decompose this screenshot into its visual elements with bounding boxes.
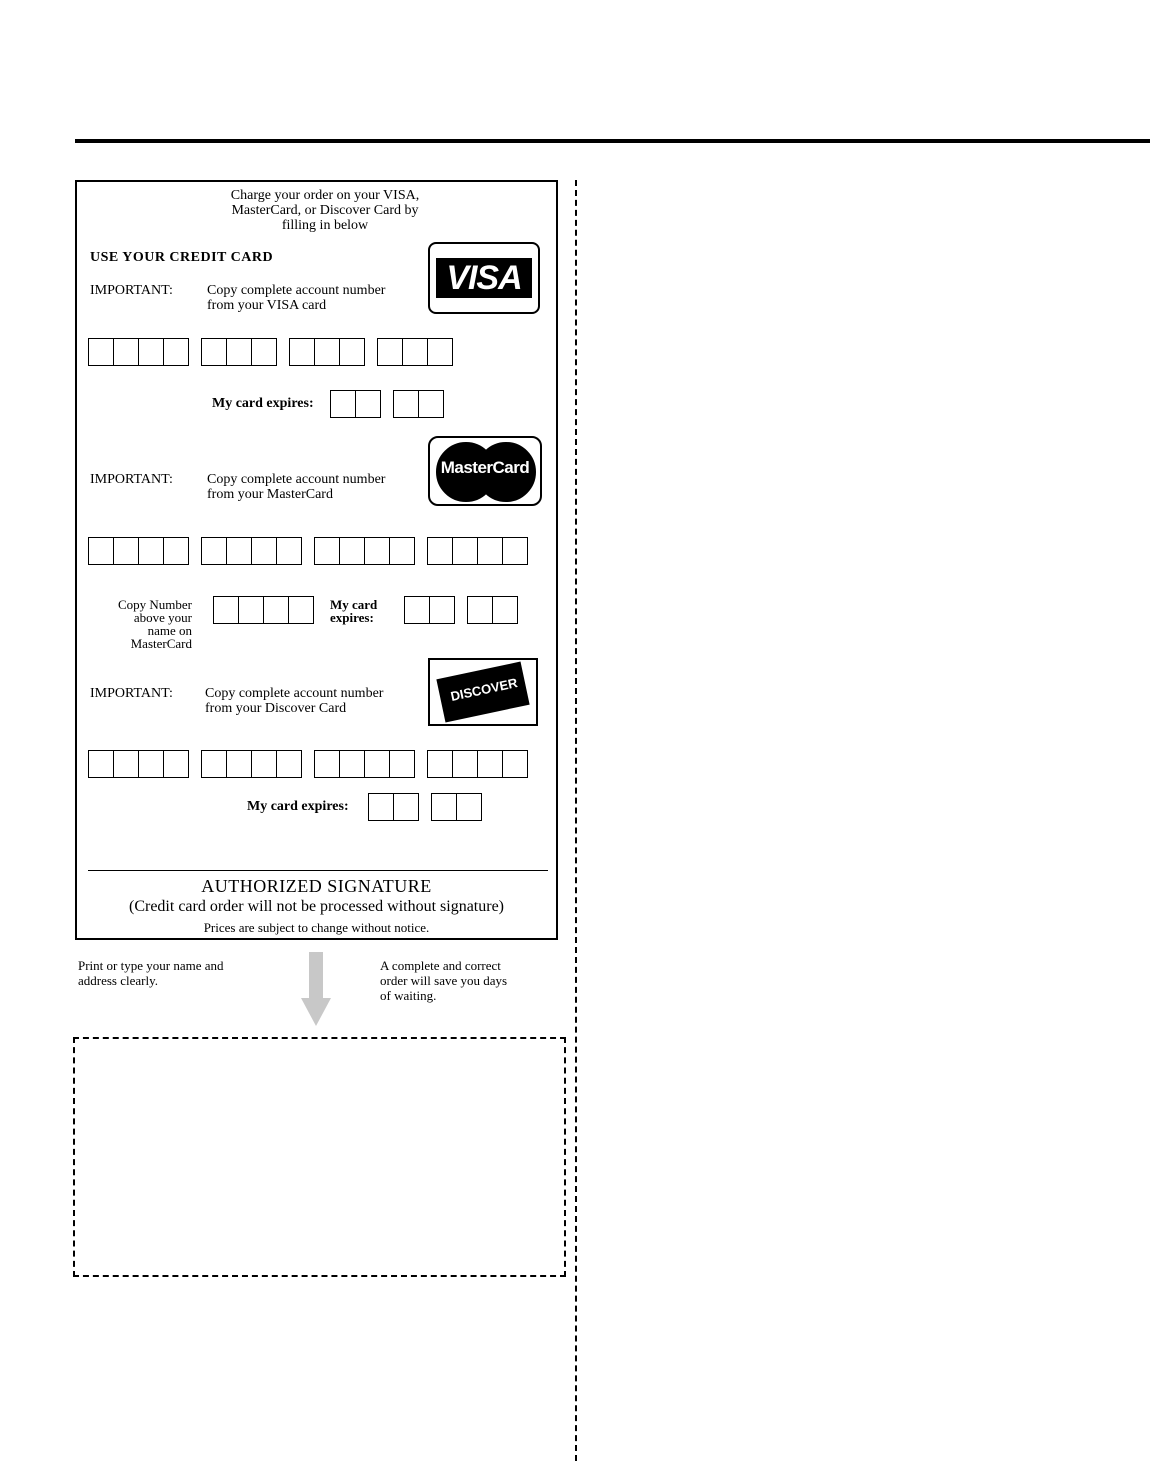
mc-digits-group-1[interactable] — [88, 537, 189, 565]
mastercard-logo: MasterCard — [428, 436, 542, 506]
discover-expires-label: My card expires: — [247, 799, 349, 814]
visa-logo: VISA — [428, 242, 540, 314]
price-note: Prices are subject to change without notice. — [203, 920, 430, 935]
discover-exp-year[interactable] — [431, 793, 482, 821]
visa-exp-year[interactable] — [393, 390, 444, 418]
mc-expires-label: My card expires: — [330, 597, 378, 625]
mc-above-name-digits[interactable] — [213, 596, 314, 624]
print-name-note: Print or type your name and address clearly. — [78, 958, 224, 988]
visa-digits-group-3[interactable] — [289, 338, 365, 366]
signature-line[interactable] — [88, 870, 548, 871]
discover-expiry-boxes[interactable] — [368, 793, 482, 821]
visa-digits-group-1[interactable] — [88, 338, 189, 366]
mc-important-label: IMPORTANT: — [90, 472, 173, 487]
top-rule — [75, 139, 1150, 143]
form-heading: USE YOUR CREDIT CARD — [90, 250, 274, 265]
mc-instructions: Copy complete account number from your MasterCard — [207, 472, 386, 502]
discover-number-boxes[interactable] — [88, 750, 528, 778]
mc-expiry-boxes[interactable] — [404, 596, 518, 624]
down-arrow-icon — [309, 952, 323, 1000]
signature-title: AUTHORIZED SIGNATURE — [201, 876, 432, 896]
mc-digits-group-4[interactable] — [427, 537, 528, 565]
discover-instructions: Copy complete account number from your Discover Card — [205, 686, 384, 716]
visa-expires-label: My card expires: — [212, 396, 314, 411]
discover-important-label: IMPORTANT: — [90, 686, 173, 701]
visa-number-boxes[interactable] — [88, 338, 453, 366]
discover-digits-group-1[interactable] — [88, 750, 189, 778]
name-address-box[interactable] — [73, 1037, 566, 1277]
cut-line — [575, 180, 577, 1461]
mc-number-boxes[interactable] — [88, 537, 528, 565]
mc-digits-group-3[interactable] — [314, 537, 415, 565]
signature-note: (Credit card order will not be processed without signature) — [129, 898, 504, 915]
mc-exp-month[interactable] — [404, 596, 455, 624]
visa-important-label: IMPORTANT: — [90, 283, 173, 298]
complete-order-note: A complete and correct order will save you days of waiting. — [380, 958, 508, 1003]
mc-copy-number-label: Copy Number above your name on MasterCard — [117, 597, 192, 651]
visa-instructions: Copy complete account number from your VISA card — [207, 283, 386, 313]
intro-text: Charge your order on your VISA, MasterCard, or Discover Card by filling in below — [230, 188, 420, 233]
visa-exp-month[interactable] — [330, 390, 381, 418]
visa-expiry-boxes[interactable] — [330, 390, 444, 418]
discover-logo: DISCOVER — [428, 658, 538, 726]
visa-digits-group-2[interactable] — [201, 338, 277, 366]
discover-exp-month[interactable] — [368, 793, 419, 821]
discover-digits-group-3[interactable] — [314, 750, 415, 778]
mc-exp-year[interactable] — [467, 596, 518, 624]
visa-digits-group-4[interactable] — [377, 338, 453, 366]
discover-digits-group-4[interactable] — [427, 750, 528, 778]
mc-digits-group-2[interactable] — [201, 537, 302, 565]
down-arrow-icon-head — [301, 998, 331, 1026]
mc-above-name-boxes[interactable] — [213, 596, 314, 624]
discover-digits-group-2[interactable] — [201, 750, 302, 778]
